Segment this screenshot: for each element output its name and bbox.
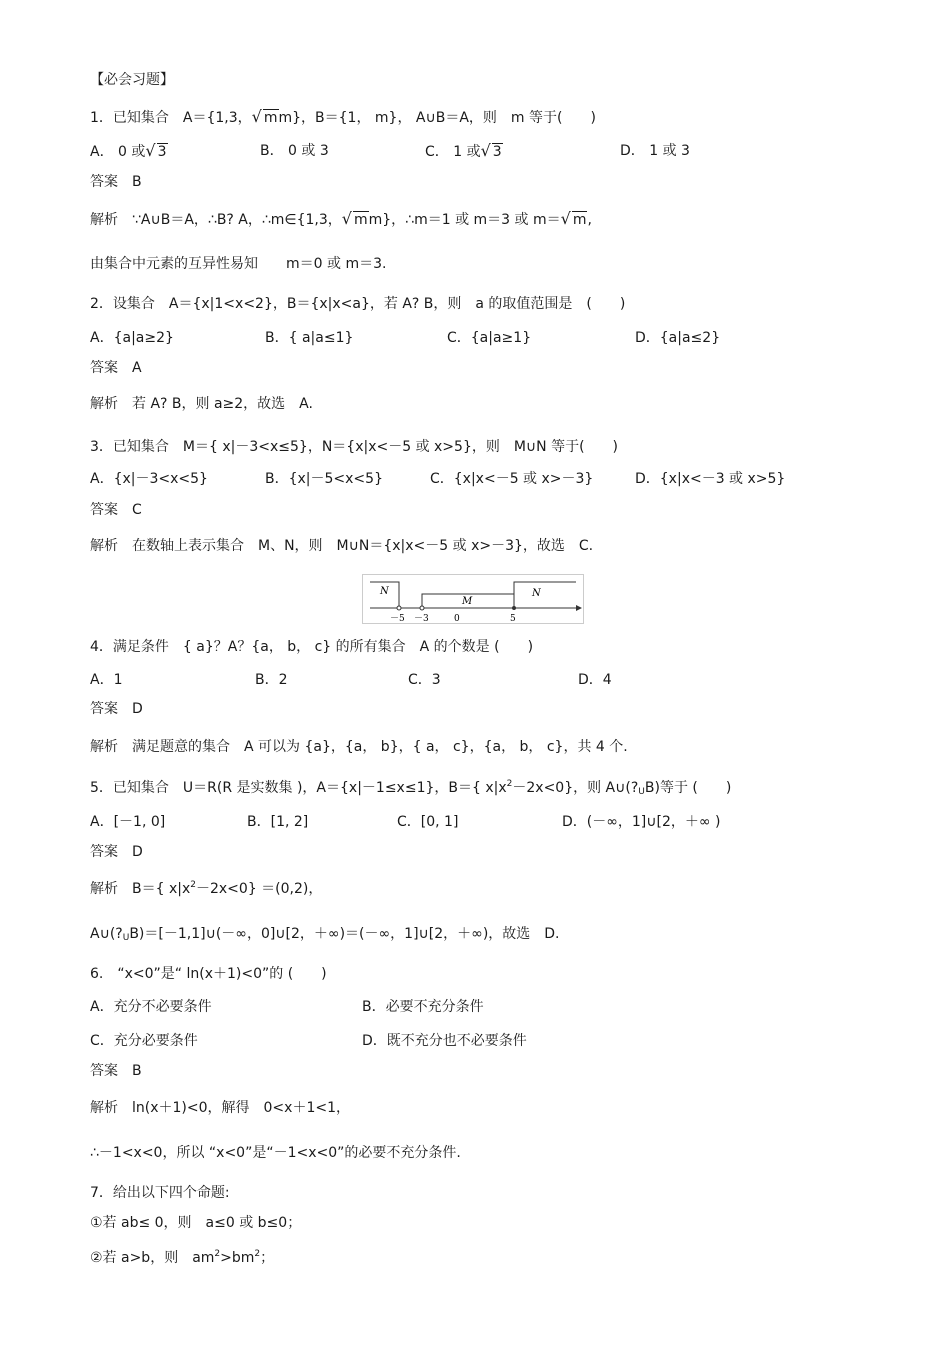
- question-5-option-c: C．[0, 1]: [397, 814, 459, 830]
- question-5-option-a: A．[－1, 0]: [90, 814, 166, 830]
- question-4-option-a: A．1: [90, 672, 123, 688]
- question-4-stem: 4．满足条件 { a}？A？{a， b， c} 的所有集合 A 的个数是 ( ): [90, 639, 534, 655]
- question-1-analysis-2: 由集合中元素的互异性易知 m＝0 或 m＝3.: [90, 256, 387, 272]
- question-3-option-d: D．{x|x<－3 或 x>5}: [635, 471, 786, 487]
- question-1-answer: 答案 B: [90, 174, 142, 190]
- question-2-analysis: 解析 若 A? B，则 a≥2，故选 A.: [90, 396, 313, 412]
- question-4-option-b: B．2: [255, 672, 288, 688]
- question-6-analysis: 解析 ln(x＋1)<0，解得 0<x＋1<1，: [90, 1100, 350, 1116]
- question-3-option-c: C．{x|x<－5 或 x>－3}: [430, 471, 594, 487]
- question-5-option-b: B．[1, 2]: [247, 814, 309, 830]
- question-4-option-c: C．3: [408, 672, 441, 688]
- question-6-option-a: A．充分不必要条件: [90, 999, 212, 1015]
- region-label-m: M: [462, 596, 473, 607]
- open-point-minus-5: [397, 606, 401, 610]
- region-label-n-right: N: [532, 588, 541, 599]
- question-3-analysis: 解析 在数轴上表示集合 M、N，则 M∪N＝{x|x<－5 或 x>－3}，故选 C.: [90, 538, 594, 554]
- question-2-option-c: C．{a|a≥1}: [447, 330, 532, 346]
- question-1-option-d: D． 1 或 3: [620, 143, 690, 159]
- question-2-option-b: B．{ a|a≤1}: [265, 330, 354, 346]
- question-4-answer: 答案 D: [90, 701, 143, 717]
- question-6-analysis-2: ∴－1<x<0，所以 “x<0”是“－1<x<0”的必要不充分条件.: [90, 1145, 461, 1161]
- radicand: m: [263, 110, 278, 126]
- question-6-option-d: D．既不充分也不必要条件: [362, 1033, 527, 1049]
- question-2-option-a: A．{a|a≥2}: [90, 330, 174, 346]
- tick-label-0: 0: [454, 614, 460, 624]
- question-6-option-b: B．必要不充分条件: [362, 999, 484, 1015]
- question-7-stem: 7．给出以下四个命题:: [90, 1185, 230, 1201]
- question-6-answer: 答案 B: [90, 1063, 142, 1079]
- question-5-answer: 答案 D: [90, 844, 143, 860]
- region-label-n-left: N: [380, 586, 389, 597]
- question-6-option-c: C．充分必要条件: [90, 1033, 198, 1049]
- question-2-answer: 答案 A: [90, 360, 142, 376]
- question-4-option-d: D．4: [578, 672, 612, 688]
- closed-point-5: [512, 606, 516, 610]
- question-2-option-d: D．{a|a≤2}: [635, 330, 721, 346]
- question-1-option-a: A． 0 或√ 3: [90, 141, 167, 160]
- number-line-figure: [362, 574, 584, 624]
- question-3-answer: 答案 C: [90, 502, 142, 518]
- question-6-stem: 6. “x<0”是“ ln(x＋1)<0”的 ( ): [90, 966, 327, 982]
- set-n-right-region: [514, 582, 576, 608]
- question-1-option-c: C． 1 或√ 3: [425, 141, 502, 160]
- question-4-analysis: 解析 满足题意的集合 A 可以为 {a}，{a， b}，{ a， c}，{a， b， c}，共 4 个.: [90, 739, 628, 755]
- question-3-option-b: B．{x|－5<x<5}: [265, 471, 383, 487]
- question-3-stem: 3．已知集合 M＝{ x|－3<x≤5}，N＝{x|x<－5 或 x>5}，则 M∪N 等于( ): [90, 439, 619, 455]
- question-1-analysis: 解析 ∵A∪B＝A，∴B? A，∴m∈{1,3，√ mm}，∴m＝1 或 m＝3 或 m＝√ m,: [90, 209, 592, 228]
- tick-label-5: 5: [510, 614, 516, 624]
- question-3-option-a: A．{x|－3<x<5}: [90, 471, 208, 487]
- section-heading: 【必会习题】: [90, 72, 174, 88]
- tick-label-minus-3: －3: [414, 614, 429, 624]
- axis-arrow-icon: [576, 605, 582, 611]
- question-2-stem: 2．设集合 A＝{x|1<x<2}，B＝{x|x<a}，若 A? B，则 a 的取值范围是 ( ): [90, 296, 626, 312]
- question-7-proposition-2: ②若 a>b，则 $am^2>bm^2$；: [90, 1249, 275, 1266]
- sqrt-sign: √: [251, 107, 262, 126]
- question-1-stem: 1．已知集合 A＝{1,3，√ mm}，B＝{1， m}， A∪B＝A，则 m 等于( ): [90, 107, 596, 126]
- question-5-stem: 5．已知集合 U＝R(R 是实数集 )，A＝{x|－1≤x≤1}，B＝{ $x|x^2-2x<0$}，则 $A\cup(?_UB)$等于 ( ): [90, 779, 732, 797]
- question-7-proposition-1: ①若 ab≤ 0，则 a≤0 或 b≤0；: [90, 1215, 302, 1231]
- question-5-analysis-2: $A\cup(?_UB)=[-1,1]\cup(-\infty$，0]∪[2，＋∞)＝(－∞，1]∪[2，＋∞)，故选 D.: [90, 926, 560, 943]
- question-1-option-b: B． 0 或 3: [260, 143, 329, 159]
- question-5-analysis: 解析 B＝{ $x|x^2-2x<0\} =(0,2)$，: [90, 880, 323, 897]
- tick-label-minus-5: －5: [390, 614, 405, 624]
- open-point-minus-3: [420, 606, 424, 610]
- question-5-option-d: D．(－∞，1]∪[2，＋∞ ): [562, 814, 721, 830]
